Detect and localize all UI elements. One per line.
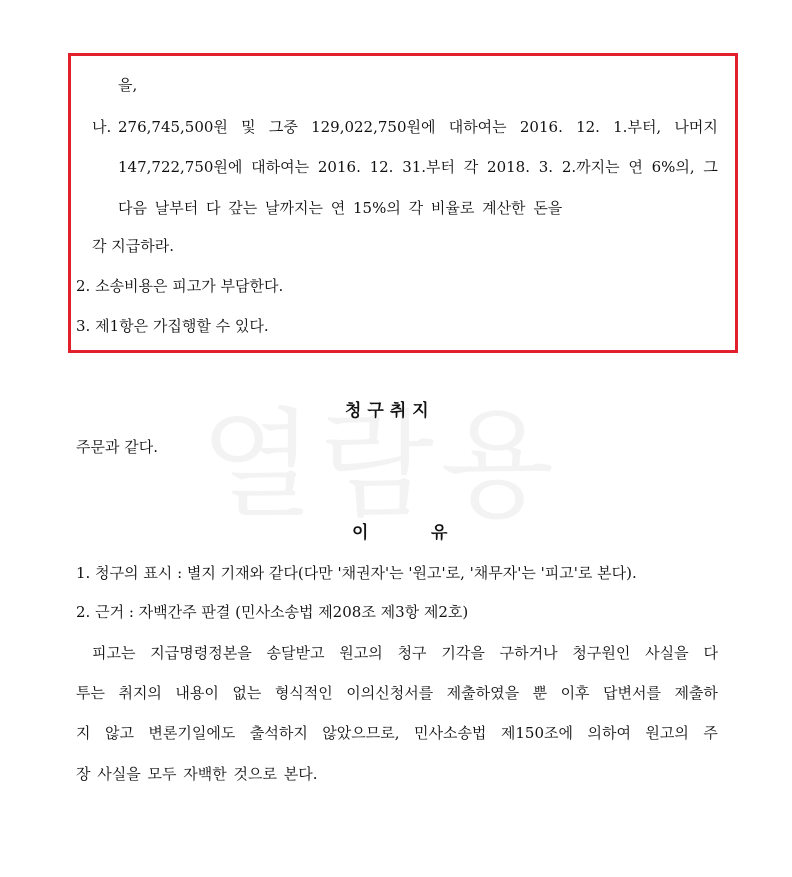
word: 2016. [519, 118, 563, 136]
word: 제출하 [674, 684, 718, 702]
word: 12. [369, 158, 394, 176]
word: 구하거나 [499, 644, 558, 662]
word: 의하여 [587, 724, 631, 742]
word: 민사소송법 [413, 724, 487, 742]
word: 않고 [104, 724, 134, 742]
order-item-3: 3. 제1항은 가집행할 수 있다. [76, 317, 269, 335]
word: 투는 [76, 684, 105, 702]
reasons-paragraph-line-2 [76, 683, 718, 703]
reasons-paragraph-line-3 [76, 723, 718, 743]
word: 사실을 [645, 644, 689, 662]
word: 276,745,500원 [118, 118, 228, 136]
word: 지급명령정본을 [150, 644, 252, 662]
word: 기각을 [441, 644, 485, 662]
word: 답변서를 [603, 684, 661, 702]
word: 피고는 [92, 644, 136, 662]
word: 2016. [317, 158, 361, 176]
word: 출석하지 [249, 724, 308, 742]
word: 주 [703, 724, 718, 742]
word: 1.부터, [613, 118, 662, 136]
reasons-heading-left: 이 [352, 523, 369, 543]
word: 지 [76, 724, 91, 742]
word: 그 [703, 158, 718, 176]
word: 129,022,750원에 [311, 118, 436, 136]
reasons-item-2: 2. 근거 : 자백간주 판결 (민사소송법 제208조 제3항 제2호) [76, 603, 469, 621]
word: 원고의 [339, 644, 383, 662]
word: 청구 [397, 644, 427, 662]
word: 내용이 [175, 684, 219, 702]
order-item-na-line2 [118, 157, 718, 177]
order-pay-line: 각 지급하라. [92, 237, 174, 255]
claim-text: 주문과 같다. [76, 438, 158, 456]
word: 31.부터 [402, 158, 456, 176]
word: 각 [463, 158, 479, 176]
word: 제출하였을 [446, 684, 520, 702]
word: 대하여는 [251, 158, 310, 176]
reasons-item-1: 1. 청구의 표시 : 별지 기재와 같다(다만 '채권자'는 '원고'로, '채무자'는 '피고'로 본다). [76, 564, 637, 582]
reasons-paragraph-line-1 [92, 643, 718, 663]
word: 변론기일에도 [148, 724, 236, 742]
order-item-na-label: 나. [92, 118, 112, 136]
order-item-na-line3: 다음 날부터 다 갚는 날까지는 연 15%의 각 비율로 계산한 돈을 [118, 199, 563, 217]
order-continuation: 을, [118, 76, 138, 94]
word: 뿐 [532, 684, 548, 702]
word: 2.까지는 [561, 158, 620, 176]
word: 다 [703, 644, 718, 662]
word: 및 [241, 118, 256, 136]
word: 6%의, [651, 158, 695, 176]
word: 이의신청서를 [346, 684, 434, 702]
claim-heading: 청구취지 [345, 401, 435, 421]
word: 원고의 [645, 724, 689, 742]
word: 연 [628, 158, 643, 176]
word: 취지의 [118, 684, 162, 702]
word: 형식적인 [274, 684, 333, 702]
word: 그중 [268, 118, 298, 136]
word: 청구원인 [572, 644, 631, 662]
word: 제150조에 [500, 724, 573, 742]
word: 송달받고 [266, 644, 325, 662]
word: 이후 [560, 684, 590, 702]
reasons-heading-right: 유 [431, 523, 448, 543]
order-item-2: 2. 소송비용은 피고가 부담한다. [76, 277, 284, 295]
order-item-na-line1 [118, 117, 718, 137]
word: 3. [538, 158, 554, 176]
word: 없는 [232, 684, 262, 702]
word: 147,722,750원에 [118, 158, 243, 176]
word: 나머지 [674, 118, 718, 136]
word: 대하여는 [448, 118, 507, 136]
reasons-paragraph-line-4: 장 사실을 모두 자백한 것으로 본다. [76, 765, 318, 783]
word: 않았으므로, [322, 724, 400, 742]
word: 12. [576, 118, 600, 136]
word: 2018. [487, 158, 530, 176]
